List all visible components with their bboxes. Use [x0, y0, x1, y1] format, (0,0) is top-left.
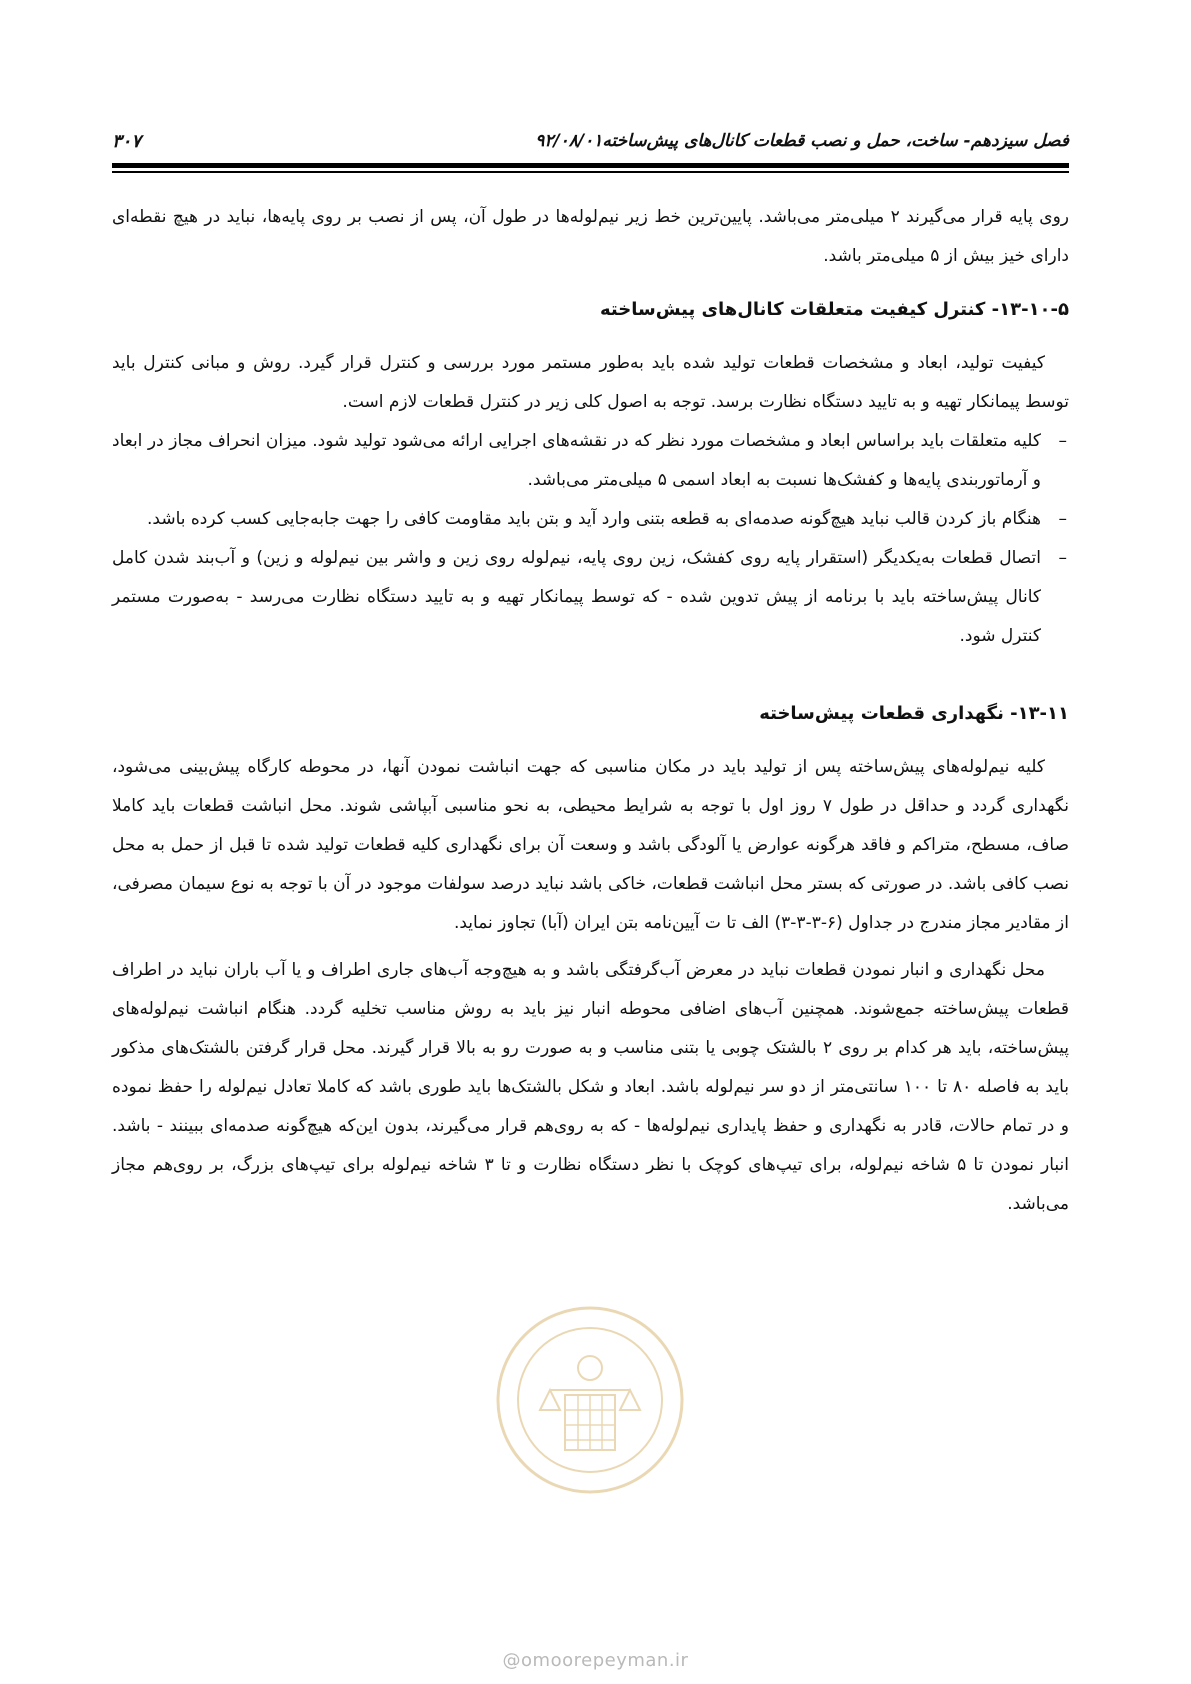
- list-item: [112, 422, 1069, 500]
- section-heading-quality-control: ۱۳-۱۰-۵- کنترل کیفیت متعلقات کانال‌های پیش‌ساخته: [600, 299, 1069, 320]
- header-rule-thin: [112, 171, 1069, 173]
- bullet-dash: –: [1058, 548, 1067, 568]
- page-number: ۳۰۷: [112, 130, 142, 152]
- list-item: [112, 539, 1069, 656]
- quality-control-paragraph: کیفیت تولید، ابعاد و مشخصات قطعات تولید شده باید به‌طور مستمر مورد بررسی و کنترل قرار گیرد. روش و مبانی کنترل باید توسط پیمانکار تهیه و به تایید دستگاه نظارت برسد. توجه به اصول کلی زیر در کنترل قطعات لازم است.: [112, 353, 1069, 412]
- requirements-list: [112, 422, 1069, 656]
- storage-paragraph-1: کلیه نیم‌لوله‌های پیش‌ساخته پس از تولید باید در مکان مناسبی که جهت انباشت نمودن آنها، در محوطه کارگاه پیش‌بینی می‌شود، نگهداری گردد و حداقل در طول ۷ روز اول با توجه به شرایط محیطی، به نحو مناسبی آبپاشی شوند. محل انباشت قطعات باید کاملا صاف، مسطح، متراکم و فاقد هرگونه عوارض یا آلودگی باشد و وسعت آن برای نگهداری کلیه قطعات تولید شده تا قبل از حمل به محل نصب کافی باشد. در صورتی که بستر محل انباشت قطعات، خاکی باشد نباید درصد سولفات موجود در آن با توجه به نوع سیمان مصرفی، از مقادیر مجاز مندرج در جداول (۶-۳-۳-۳) الف تا ت آیین‌نامه بتن ایران (آبا) تجاوز نماید.: [112, 757, 1070, 933]
- page-body: [112, 198, 1069, 1224]
- bullet-dash: –: [1058, 431, 1067, 451]
- chapter-title: فصل سیزدهم- ساخت، حمل و نصب قطعات کانال‌های پیش‌ساخته۹۲/۰۸/۰۱: [535, 131, 1069, 151]
- page-header: [112, 124, 1069, 158]
- list-item-text: اتصال قطعات به‌یکدیگر (استقرار پایه روی کفشک، زین روی پایه، نیم‌لوله روی زین و واشر بین نیم‌لوله و زین) و آب‌بند شدن کامل کانال پیش‌ساخته باید با برنامه از پیش تدوین شده - که توسط پیمانکار تهیه و به تایید دستگاه نظارت می‌رسد - به‌صورت مستمر کنترل شود.: [112, 548, 1041, 646]
- watermark-seal-icon: [470, 1300, 710, 1500]
- intro-paragraph: روی پایه قرار می‌گیرند ۲ میلی‌متر می‌باشد. پایین‌ترین خط زیر نیم‌لوله‌ها در طول آن، پس از نصب بر روی پایه‌ها، نباید در هیچ نقطه‌ای دارای خیز بیش از ۵ میلی‌متر باشد.: [112, 207, 1069, 266]
- list-item-text: کلیه متعلقات باید براساس ابعاد و مشخصات مورد نظر که در نقشه‌های اجرایی ارائه می‌شود تولید شود. میزان انحراف مجاز در ابعاد و آرماتوربندی پایه‌ها و کفشک‌ها نسبت به ابعاد اسمی ۵ میلی‌متر می‌باشد.: [112, 431, 1041, 490]
- bullet-dash: –: [1058, 509, 1067, 529]
- header-rule-thick: [112, 163, 1069, 168]
- list-item-text: هنگام باز کردن قالب نباید هیچ‌گونه صدمه‌ای به قطعه بتنی وارد آید و بتن باید مقاومت کافی را جهت جابه‌جایی کسب کرده باشد.: [147, 509, 1041, 529]
- section-heading-storage: ۱۳-۱۱- نگهداری قطعات پیش‌ساخته: [759, 703, 1069, 724]
- storage-paragraph-2: محل نگهداری و انبار نمودن قطعات نباید در معرض آب‌گرفتگی باشد و به هیچ‌وجه آب‌های جاری اطراف و یا آب باران نباید در اطراف قطعات پیش‌ساخته جمع‌شوند. همچنین آب‌های اضافی محوطه انبار نیز باید به روش مناسب تخلیه گردد. هنگام انباشت نیم‌لوله‌های پیش‌ساخته، باید هر کدام بر روی ۲ بالشتک چوبی یا بتنی مناسب و به صورت رو به بالا قرار گیرند. محل قرار گرفتن بالشتک‌های مذکور باید به فاصله ۸۰ تا ۱۰۰ سانتی‌متر از دو سر نیم‌لوله باشد. ابعاد و شکل بالشتک‌ها باید طوری باشد که کاملا تعادل نیم‌لوله را حفظ نموده و در تمام حالات، قادر به نگهداری و حفظ پایداری نیم‌لوله‌ها - که به روی‌هم قرار می‌گیرند، بدون این‌که هیچ‌گونه صدمه‌ای ببینند - باشد. انبار نمودن تا ۵ شاخه نیم‌لوله، برای تیپ‌های کوچک با نظر دستگاه نظارت و تا ۳ شاخه نیم‌لوله برای تیپ‌های بزرگ، بر روی‌هم مجاز می‌باشد.: [112, 960, 1069, 1214]
- watermark-text: @omoorepeyman.ir: [502, 1650, 689, 1671]
- list-item: [112, 500, 1069, 539]
